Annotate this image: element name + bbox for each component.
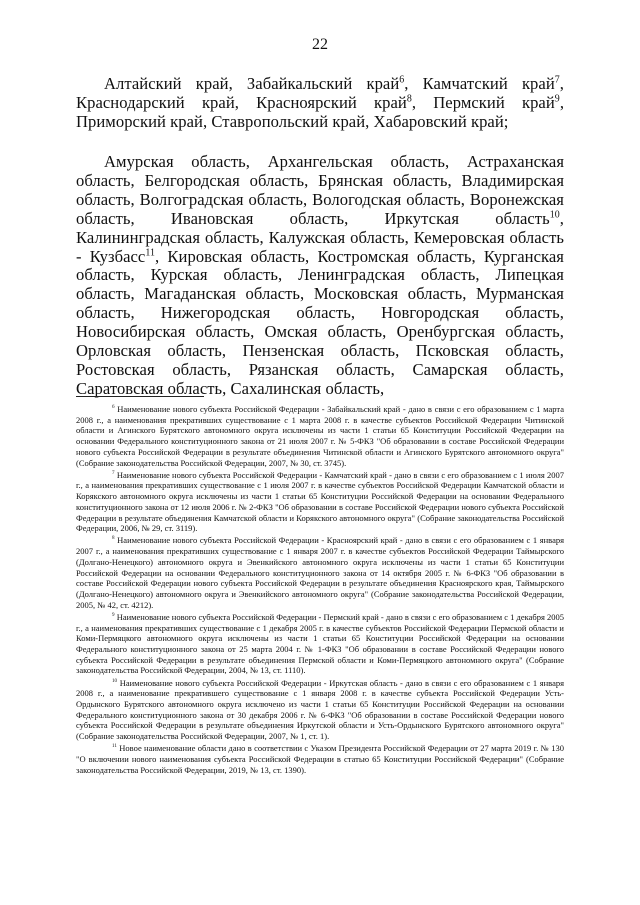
text-segment: , Кировская область, Костромская область, Курганская область, Курская область, Ленинградская область, Липецкая область, Магаданская область, Московская область, Мурманская область, Нижегородская область, Новгородская область, Новосибирская область, Омская область, Оренбургская область, Орловская область, Пензенская область, Псковская область, Ростовская область, Рязанская область, Самарская область, Саратовская область, Сахалинская область,	[76, 246, 564, 398]
footnote	[76, 678, 564, 742]
footnote	[76, 612, 564, 676]
text-segment: , Приморский край, Ставропольский край, Хабаровский край;	[76, 92, 565, 131]
footnote-text: Наименование нового субъекта Российской Федерации - Камчатский край - дано в связи с его образованием с 1 июля 2007 г., а наименования прекративших существование с 1 июля 2007 г. в качестве субъектов Российской Федерации Камчатской области и Корякского автономного округа исключены из части 1 статьи 65 Конституции Российской Федерации на основании Федерального конституционного закона от 12 июля 2006 г. № 2-ФКЗ "Об образовании в составе Российской Федерации нового субъекта Российской Федерации в результате объединения Камчатской области и Корякского автономного округа" (Собрание законодательства Российской Федерации, 2006, № 29, ст. 3119).	[76, 469, 565, 534]
footnote-text: Наименование нового субъекта Российской Федерации - Красноярский край - дано в связи с его образованием с 1 января 2007 г., а наименования прекративших существование с 1 января 2007 г. в качестве субъектов Российской Федерации Таймырского (Долгано-Ненецкого) автономного округа и Эвенкийского автономного округа исключены из части 1 статьи 65 Конституции Российской Федерации на основании Федерального конституционного закона от 14 октября 2005 г. № 6-ФКЗ "Об образовании в составе Российской Федерации нового субъекта Российской Федерации в результате объединения Красноярского края, Таймырского (Долгано-Ненецкого) автономного округа и Эвенкийского автономного округа" (Собрание законодательства Российской Федерации, 2005, № 42, ст. 4212).	[76, 535, 565, 610]
footnotes	[76, 404, 564, 777]
footnote-number: 6	[112, 404, 115, 411]
text-segment: , Камчатский край	[404, 74, 555, 93]
page-number: 22	[312, 36, 328, 53]
footnote	[76, 535, 564, 610]
footnote-text: Новое наименование области дано в соответствии с Указом Президента Российской Федерации от 27 марта 2019 г. № 130 "О включении нового наименования субъекта Российской Федерации в статью 65 Конституции Российской Федерации" (Собрание законодательства Российской Федерации, 2019, № 13, ст. 1390).	[76, 743, 564, 775]
footnote-ref[interactable]: 6	[399, 74, 405, 86]
text-segment: Амурская область, Архангельская область, Астраханская область, Белгородская область, Брянская область, Владимирская область, Волгоградская область, Вологодская область, Воронежская область, Ивановская область, Иркутская область	[76, 152, 564, 228]
footnote-text: Наименование нового субъекта Российской Федерации - Иркутская область - дано в связи с его образованием с 1 января 2008 г., а наименование прекратившего существование с 1 января 2008 г. в качестве субъекта Российской Федерации Усть-Ордынского Бурятского автономного округа исключено из части 1 статьи 65 Конституции Российской Федерации на основании Федерального конституционного закона от 30 декабря 2006 г. № 6-ФКЗ "Об образовании в составе Российской Федерации нового субъекта Российской Федерации в результате объединения Иркутской области и Усть-Ордынского Бурятского автономного округа" (Собрание законодательства Российской Федерации, 2007, № 1, ст. 1).	[76, 677, 564, 742]
footnote	[76, 404, 564, 468]
footnote-number: 7	[112, 469, 115, 476]
text-segment: , Калининградская область, Калужская область, Кемеровская область - Кузбасс	[76, 208, 564, 266]
krai-paragraph	[76, 75, 564, 132]
text-segment: , Пермский край	[411, 92, 555, 112]
footnote-number: 11	[112, 743, 117, 750]
footnote-text: Наименование нового субъекта Российской Федерации - Пермский край - дано в связи с его образованием с 1 декабря 2005 г., а наименования прекративших существование с 1 декабря 2005 г. в качестве субъектов Российской Федерации Пермской области и Коми-Пермяцкого автономного округа исключены из части 1 статьи 65 Конституции Российской Федерации на основании Федерального конституционного закона от 25 марта 2004 г. № 1-ФКЗ "Об образовании в составе Российской Федерации нового субъекта Российской Федерации в результате объединения Пермской области и Коми-Пермяцкого автономного округа" (Собрание законодательства Российской Федерации, 2004, № 13, ст. 1110).	[76, 611, 565, 676]
footnote-number: 10	[112, 677, 118, 684]
footnote-ref[interactable]: 10	[549, 209, 560, 221]
footnote	[76, 470, 564, 534]
footnote-ref[interactable]: 7	[554, 74, 560, 86]
footnote-text: Наименование нового субъекта Российской Федерации - Забайкальский край - дано в связи с его образованием с 1 марта 2008 г., а наименования прекративших существование с 1 марта 2008 г. в качестве субъектов Российской Федерации Читинской области и Агинского Бурятского автономного округа исключены из части 1 статьи 65 Конституции Российской Федерации на основании Федерального конституционного закона от 21 июля 2007 г. № 5-ФКЗ "Об образовании в составе Российской Федерации нового субъекта Российской Федерации в результате объединения Читинской области и Агинского Бурятского автономного округа" (Собрание законодательства Российской Федерации, 2007, № 30, ст. 3745).	[76, 404, 565, 468]
text-segment: Алтайский край, Забайкальский край	[104, 74, 400, 93]
text-segment: , Краснодарский край, Красноярский край	[76, 74, 564, 112]
footnote-number: 8	[112, 535, 115, 542]
footnote-number: 9	[112, 612, 115, 619]
footnote-ref[interactable]: 8	[406, 93, 412, 105]
footnote-separator	[76, 396, 204, 397]
oblast-paragraph	[76, 153, 564, 399]
footnote	[76, 743, 564, 775]
footnote-ref[interactable]: 11	[145, 247, 156, 258]
footnote-ref[interactable]: 9	[554, 93, 560, 105]
